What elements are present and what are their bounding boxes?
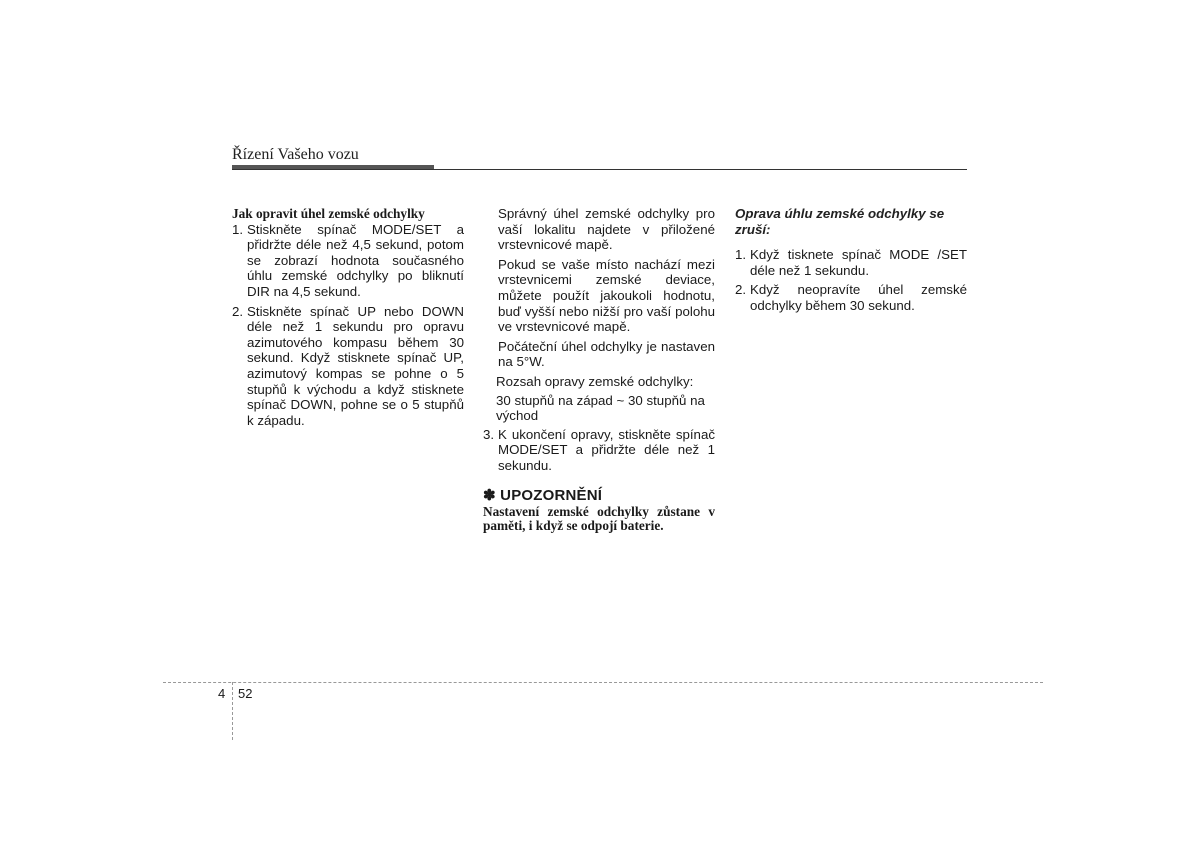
paragraph: Rozsah opravy zemské odchylky: — [496, 373, 694, 389]
caution-heading — [483, 488, 715, 504]
caution-title: UPOZORNĚNÍ — [500, 486, 603, 504]
list-number: 3. — [483, 426, 495, 442]
section-heading: Oprava úhlu zemské odchylky se zruší: — [735, 206, 945, 237]
list-text: Když tisknete spínač MODE /SET déle než 1 sekundu. — [750, 247, 967, 278]
paragraph: Pokud se vaše místo nachází mezi vrstevnicemi zemské deviace, můžete použít jakoukoli hodnotu, buď vyšší nebo nižší pro vaší polohu ve vrstevnicové mapě. — [498, 256, 715, 335]
list-text: Stiskněte spínač MODE/SET a přidržte déle než 4,5 sekund, potom se zobrazí hodnota současného úhlu zemské odchylky po bliknutí DIR na 4,5 sekund. — [247, 221, 464, 299]
page-number: 52 — [238, 686, 253, 701]
footer-rule — [163, 682, 1043, 683]
list-text: Když neopravíte úhel zemské odchylky během 30 sekund. — [750, 282, 967, 313]
column-left — [232, 206, 464, 432]
steps-list — [232, 222, 464, 429]
list-number: 2. — [232, 303, 244, 319]
paragraph: 30 stupňů na západ ~ 30 stupňů na východ — [496, 392, 705, 424]
list-text: K ukončení opravy, stiskněte spínač MODE/SET a přidržte déle než 1 sekundu. — [498, 426, 715, 473]
paragraph: Počáteční úhel odchylky je nastaven na 5°W. — [498, 338, 715, 370]
chapter-number: 4 — [218, 686, 226, 701]
list-number: 1. — [232, 221, 244, 237]
caution-text: Nastavení zemské odchylky zůstane v paměti, i když se odpojí baterie. — [483, 504, 715, 534]
section-heading: Jak opravit úhel zemské odchylky — [232, 206, 425, 221]
list-number: 1. — [735, 247, 747, 263]
list-number: 2. — [735, 282, 747, 298]
list-item — [735, 247, 967, 278]
paragraph: Správný úhel zemské odchylky pro vaší lokalitu najdete v přiložené vrstevnicové mapě. — [498, 206, 715, 253]
caution-star-icon: ✽ — [483, 486, 496, 504]
column-right — [735, 206, 967, 318]
steps-list — [483, 427, 715, 474]
list-item — [735, 282, 967, 313]
list-item — [483, 427, 715, 474]
list-item — [232, 304, 464, 429]
header-rule — [232, 169, 967, 170]
column-middle — [483, 206, 715, 533]
list-item — [232, 222, 464, 300]
footer-divider — [232, 682, 233, 740]
conditions-list — [735, 247, 967, 313]
page-header-title: Řízení Vašeho vozu — [232, 146, 359, 163]
list-text: Stiskněte spínač UP nebo DOWN déle než 1 sekundu pro opravu azimutového kompasu během 30 sekund. Když stisknete spínač UP, azimutový kompas se pohne o 5 stupňů k východu a když stisknete spínač DOWN, pohne se o 5 stupňů k západu. — [247, 303, 464, 428]
